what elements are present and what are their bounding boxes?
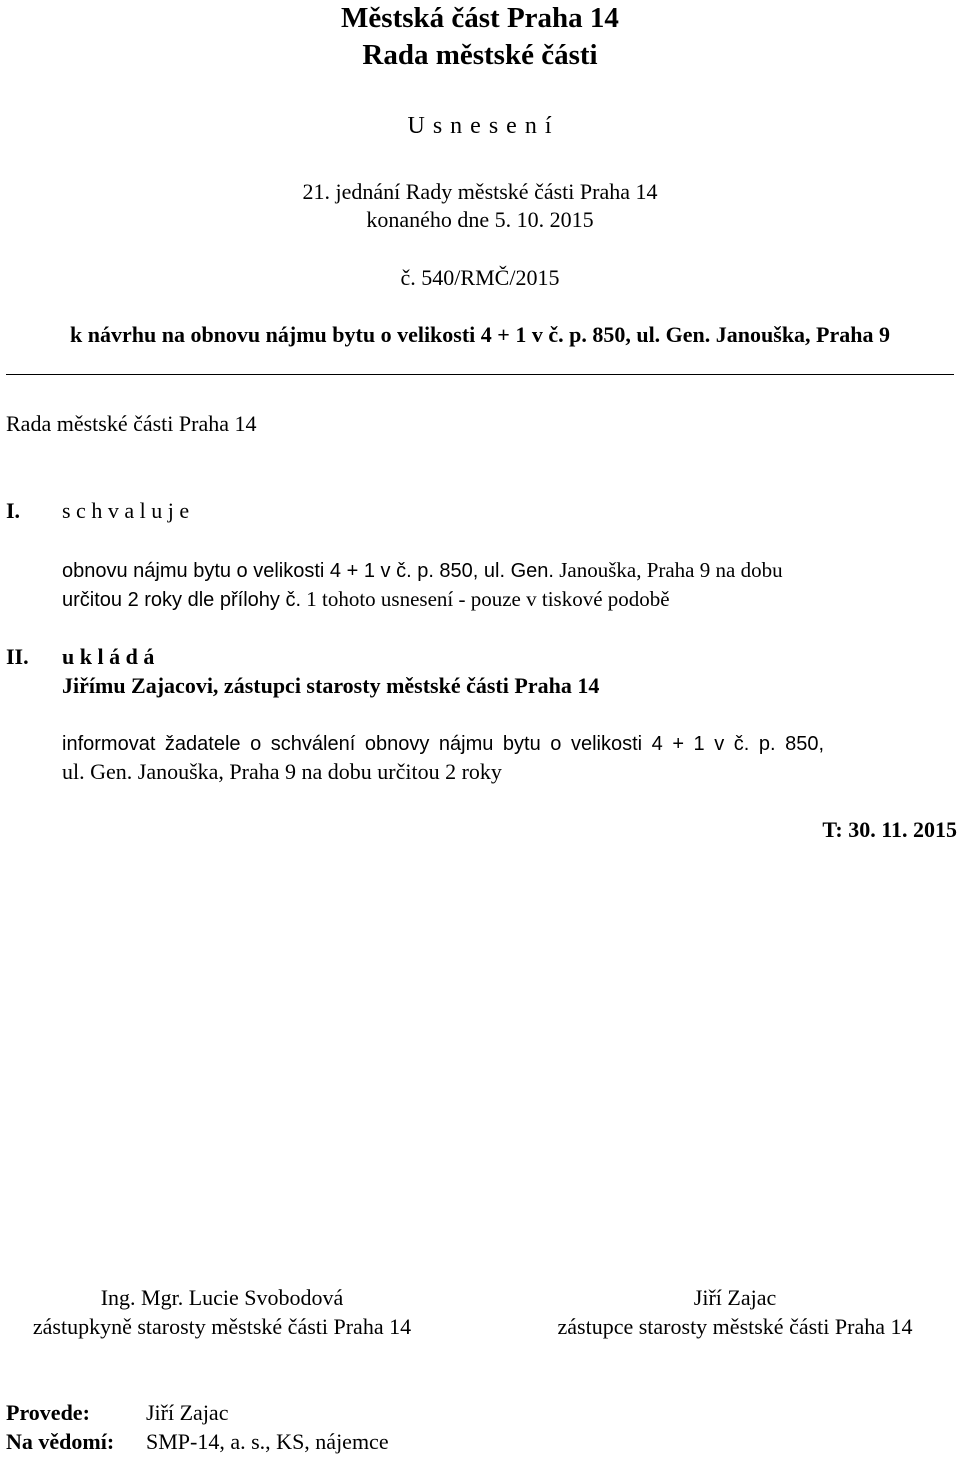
deadline: T: 30. 11. 2015 bbox=[822, 817, 957, 842]
document-type: U s n e s e n í bbox=[407, 113, 553, 139]
section-1-text-part-b: Janouška, Praha 9 na dobu bbox=[553, 558, 783, 582]
meeting-line: 21. jednání Rady městské části Praha 14 bbox=[302, 179, 658, 204]
meeting-date: konaného dne 5. 10. 2015 bbox=[366, 207, 594, 232]
signature-left-title: zástupkyně starosty městské části Praha 14 bbox=[32, 1314, 412, 1339]
provede-value: Jiří Zajac bbox=[146, 1400, 229, 1425]
provede-label: Provede: bbox=[6, 1400, 90, 1425]
section-1-text2-part-b: 1 tohoto usnesení - pouze v tiskové podobě bbox=[301, 587, 670, 611]
signature-right bbox=[510, 1283, 960, 1341]
section-1-text bbox=[62, 555, 960, 586]
section-2-text: informovat žadatele o schválení obnovy nájmu bytu o velikosti 4 + 1 v č. p. 850, bbox=[62, 733, 825, 755]
section-1-text-line2 bbox=[62, 586, 670, 613]
resolution-number: č. 540/RMČ/2015 bbox=[400, 265, 560, 290]
section-1-text-part-a: obnovu nájmu bytu o velikosti 4 + 1 v č. p. 850, ul. Gen. bbox=[62, 560, 554, 582]
section-1-text2-part-a: určitou 2 roky dle přílohy č. bbox=[62, 589, 301, 611]
section-1-verb: s c h v a l u j e bbox=[62, 498, 190, 523]
section-1-numeral: I. bbox=[6, 498, 21, 523]
na-vedomi-value: SMP-14, a. s., KS, nájemce bbox=[146, 1429, 389, 1454]
section-2-numeral: II. bbox=[6, 644, 29, 669]
district-title: Městská část Praha 14 bbox=[341, 2, 619, 34]
resolution-subject: k návrhu na obnovu nájmu bytu o velikosti 4 + 1 v č. p. 850, ul. Gen. Janouška, Praha 9 bbox=[70, 322, 890, 347]
signature-right-name: Jiří Zajac bbox=[693, 1285, 777, 1310]
council-title: Rada městské části bbox=[362, 39, 598, 71]
section-2-text-line2: ul. Gen. Janouška, Praha 9 na dobu určitou 2 roky bbox=[62, 759, 502, 784]
signature-right-title: zástupce starosty městské části Praha 14 bbox=[557, 1314, 913, 1339]
header-divider bbox=[6, 374, 954, 375]
council-name: Rada městské části Praha 14 bbox=[6, 411, 257, 436]
na-vedomi-label: Na vědomí: bbox=[6, 1429, 115, 1454]
section-2-person: Jiřímu Zajacovi, zástupci starosty městské části Praha 14 bbox=[62, 673, 600, 698]
section-2-verb: u k l á d á bbox=[62, 644, 155, 669]
signature-left-name: Ing. Mgr. Lucie Svobodová bbox=[100, 1285, 344, 1310]
signature-left bbox=[0, 1283, 444, 1341]
